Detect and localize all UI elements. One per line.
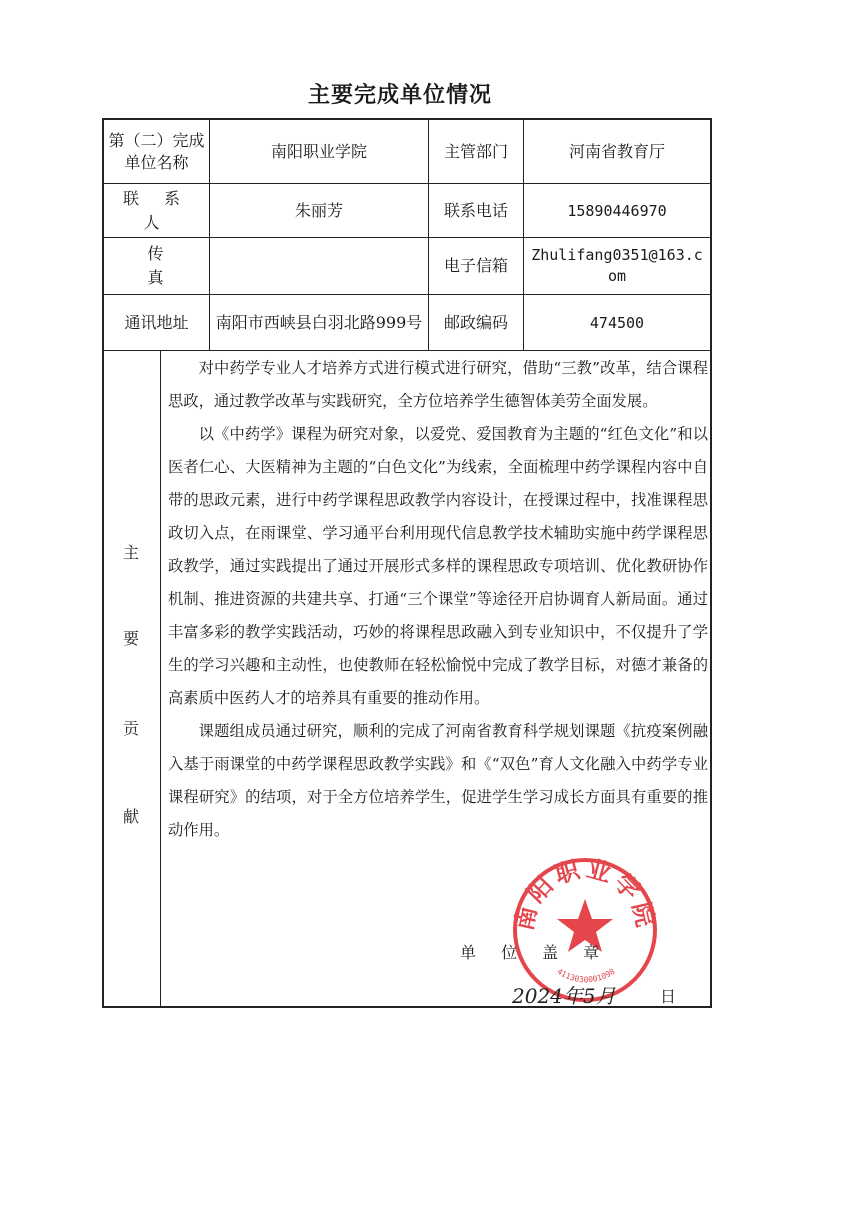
row-divider (102, 350, 712, 351)
address-value: 南阳市西峡县白羽北路999号 (215, 313, 423, 332)
contact-label: 联 系 人 (122, 188, 191, 232)
page-title: 主要完成单位情况 (307, 83, 492, 108)
contribution-paragraph: 以《中药学》课程为研究对象，以爱党、爱国教育为主题的“红色文化”和以医者仁心、大医精神为主题的“白色文化”为线索，全面梳理中药学课程内容中自带的思政元素，进行中药学课程思政教学内容设计，在授课过程中，找准课程思政切入点，在雨课堂、学习通平台利用现代信息教学技术辅助实施中药学课程思政教学，通过实践提出了通过开展形式多样的课程思政专项培训、优化教研协作机制、推进资源的共建共享、打通“三个课堂”等途径开启协调育人新局面。通过丰富多彩的教学实践活动，巧妙的将课程思政融入到专业知识中，不仅提升了学生的学习兴趣和主动性，也使教师在轻松愉悦中完成了教学目标，对德才兼备的高素质中医药人才的培养具有重要的推动作用。 (168, 425, 708, 707)
unit-name-value: 南阳职业学院 (270, 141, 367, 161)
contribution-paragraph: 对中药学专业人才培养方式进行模式进行研究，借助“三教”改革，结合课程思政，通过教学改革与实践研究，全方位培养学生德智体美劳全面发展。 (168, 359, 708, 410)
col-divider (160, 350, 161, 1008)
seal-label: 单 位 盖 章 (460, 943, 610, 962)
svg-text:4113030001098: 4113030001098 (555, 966, 617, 985)
postcode-label: 邮政编码 (443, 312, 508, 332)
fax-value (210, 238, 428, 294)
contribution-label-char: 贡 (122, 719, 139, 738)
address-label: 通讯地址 (124, 312, 189, 332)
contact-value: 朱丽芳 (294, 200, 343, 220)
svg-text:南阳职业学院: 南阳职业学院 (510, 855, 660, 934)
phone-value: 15890446970 (567, 201, 667, 220)
unit-name-label: 第（二）完成单位名称 (108, 130, 205, 172)
department-label: 主管部门 (443, 141, 508, 161)
email-value: Zhulifang0351@163.com (531, 246, 703, 285)
department-value: 河南省教育厅 (568, 141, 665, 161)
contribution-label-char: 献 (122, 807, 139, 826)
date-day-suffix: 日 (660, 987, 677, 1006)
contribution-label-char: 要 (122, 629, 139, 648)
contribution-body (168, 352, 708, 847)
email-label: 电子信箱 (443, 256, 508, 275)
phone-label: 联系电话 (443, 200, 508, 220)
contribution-paragraph: 课题组成员通过研究，顺利的完成了河南省教育科学规划课题《抗疫案例融入基于雨课堂的中药学课程思政教学实践》和《“双色”育人文化融入中药学专业课程研究》的结项，对于全方位培养学生，促进学生学习成长方面具有重要的推动作用。 (168, 722, 708, 839)
handwritten-date: 2024年5月 (512, 984, 616, 1008)
fax-label: 传 真 (147, 244, 198, 287)
postcode-value: 474500 (589, 313, 645, 332)
contribution-label-char: 主 (122, 543, 139, 562)
